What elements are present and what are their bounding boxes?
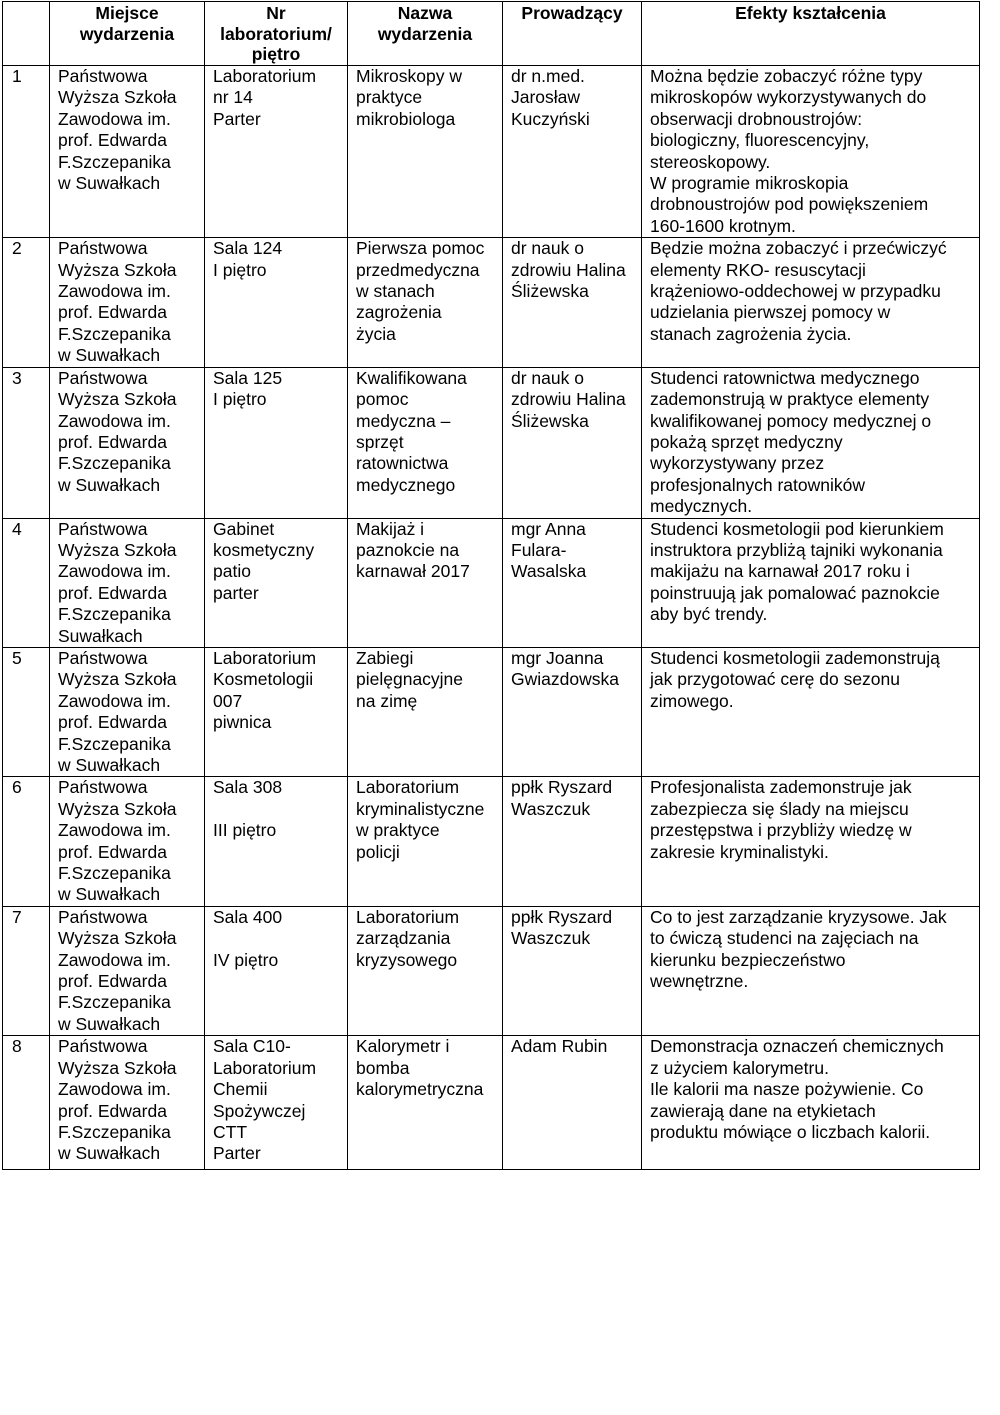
place-cell: Państwowa Wyższa Szkoła Zawodowa im. prof. Edwarda F.Szczepanika w Suwałkach <box>50 777 205 906</box>
outcomes-cell: Można będzie zobaczyć różne typy mikroskopów wykorzystywanych do obserwacji drobnoustrojów: biologiczny, fluorescencyjny, stereoskopowy. W programie mikroskopia drobnoustrojów pod powiększeniem 160-1600 krotnym. <box>642 66 980 238</box>
row-number: 4 <box>3 518 50 647</box>
table-row <box>3 906 980 1035</box>
place-cell: Państwowa Wyższa Szkoła Zawodowa im. prof. Edwarda F.Szczepanika w Suwałkach <box>50 238 205 367</box>
event-cell: Kalorymetr i bomba kalorymetryczna <box>348 1036 503 1170</box>
leader-cell: mgr Joanna Gwiazdowska <box>503 647 642 776</box>
header-room: Nr laboratorium/ piętro <box>205 2 348 66</box>
event-cell: Kwalifikowana pomoc medyczna – sprzęt ratownictwa medycznego <box>348 367 503 518</box>
event-cell: Mikroskopy w praktyce mikrobiologa <box>348 66 503 238</box>
place-cell: Państwowa Wyższa Szkoła Zawodowa im. prof. Edwarda F.Szczepanika w Suwałkach <box>50 367 205 518</box>
outcomes-cell: Będzie można zobaczyć i przećwiczyć elementy RKO- resuscytacji krążeniowo-oddechowej w przypadku udzielania pierwszej pomocy w stanach zagrożenia życia. <box>642 238 980 367</box>
place-cell: Państwowa Wyższa Szkoła Zawodowa im. prof. Edwarda F.Szczepanika Suwałkach <box>50 518 205 647</box>
event-cell: Makijaż i paznokcie na karnawał 2017 <box>348 518 503 647</box>
room-cell: Laboratorium Kosmetologii 007 piwnica <box>205 647 348 776</box>
header-lp <box>3 2 50 66</box>
leader-cell: dr n.med. Jarosław Kuczyński <box>503 66 642 238</box>
outcomes-cell: Demonstracja oznaczeń chemicznych z użyciem kalorymetru. Ile kalorii ma nasze pożywienie. Co zawierają dane na etykietach produktu mówiące o liczbach kalorii. <box>642 1036 980 1170</box>
room-cell: Laboratorium nr 14 Parter <box>205 66 348 238</box>
room-cell: Sala 400 IV piętro <box>205 906 348 1035</box>
header-outcomes: Efekty kształcenia <box>642 2 980 66</box>
outcomes-cell: Profesjonalista zademonstruje jak zabezpiecza się ślady na miejscu przestępstwa i przybliży wiedzę w zakresie kryminalistyki. <box>642 777 980 906</box>
table-row <box>3 777 980 906</box>
room-cell: Sala 124 I piętro <box>205 238 348 367</box>
outcomes-cell: Studenci kosmetologii zademonstrują jak przygotować cerę do sezonu zimowego. <box>642 647 980 776</box>
room-cell: Sala C10- Laboratorium Chemii Spożywczej CTT Parter <box>205 1036 348 1170</box>
outcomes-cell: Studenci ratownictwa medycznego zademonstrują w praktyce elementy kwalifikowanej pomocy medycznej o pokażą sprzęt medyczny wykorzystywany przez profesjonalnych ratowników medycznych. <box>642 367 980 518</box>
row-number: 1 <box>3 66 50 238</box>
row-number: 2 <box>3 238 50 367</box>
table-row <box>3 518 980 647</box>
table-row <box>3 1036 980 1170</box>
leader-cell: ppłk Ryszard Waszczuk <box>503 906 642 1035</box>
table-row <box>3 238 980 367</box>
leader-cell: Adam Rubin <box>503 1036 642 1170</box>
event-cell: Pierwsza pomoc przedmedyczna w stanach zagrożenia życia <box>348 238 503 367</box>
header-row <box>3 2 980 66</box>
header-event: Nazwa wydarzenia <box>348 2 503 66</box>
events-table <box>2 1 980 1170</box>
room-cell: Sala 125 I piętro <box>205 367 348 518</box>
table-row <box>3 647 980 776</box>
leader-cell: ppłk Ryszard Waszczuk <box>503 777 642 906</box>
row-number: 8 <box>3 1036 50 1170</box>
leader-cell: dr nauk o zdrowiu Halina Śliżewska <box>503 238 642 367</box>
header-leader: Prowadzący <box>503 2 642 66</box>
outcomes-cell: Co to jest zarządzanie kryzysowe. Jak to ćwiczą studenci na zajęciach na kierunku bezpieczeństwo wewnętrzne. <box>642 906 980 1035</box>
row-number: 5 <box>3 647 50 776</box>
header-place: Miejsce wydarzenia <box>50 2 205 66</box>
row-number: 6 <box>3 777 50 906</box>
event-cell: Laboratorium kryminalistyczne w praktyce policji <box>348 777 503 906</box>
room-cell: Gabinet kosmetyczny patio parter <box>205 518 348 647</box>
outcomes-cell: Studenci kosmetologii pod kierunkiem instruktora przybliżą tajniki wykonania makijażu na karnawał 2017 roku i poinstruują jak pomalować paznokcie aby być trendy. <box>642 518 980 647</box>
leader-cell: dr nauk o zdrowiu Halina Śliżewska <box>503 367 642 518</box>
table-row <box>3 367 980 518</box>
row-number: 7 <box>3 906 50 1035</box>
place-cell: Państwowa Wyższa Szkoła Zawodowa im. prof. Edwarda F.Szczepanika w Suwałkach <box>50 647 205 776</box>
event-cell: Zabiegi pielęgnacyjne na zimę <box>348 647 503 776</box>
room-cell: Sala 308 III piętro <box>205 777 348 906</box>
table-row <box>3 66 980 238</box>
place-cell: Państwowa Wyższa Szkoła Zawodowa im. prof. Edwarda F.Szczepanika w Suwałkach <box>50 1036 205 1170</box>
place-cell: Państwowa Wyższa Szkoła Zawodowa im. prof. Edwarda F.Szczepanika w Suwałkach <box>50 66 205 238</box>
place-cell: Państwowa Wyższa Szkoła Zawodowa im. prof. Edwarda F.Szczepanika w Suwałkach <box>50 906 205 1035</box>
row-number: 3 <box>3 367 50 518</box>
event-cell: Laboratorium zarządzania kryzysowego <box>348 906 503 1035</box>
leader-cell: mgr Anna Fulara- Wasalska <box>503 518 642 647</box>
